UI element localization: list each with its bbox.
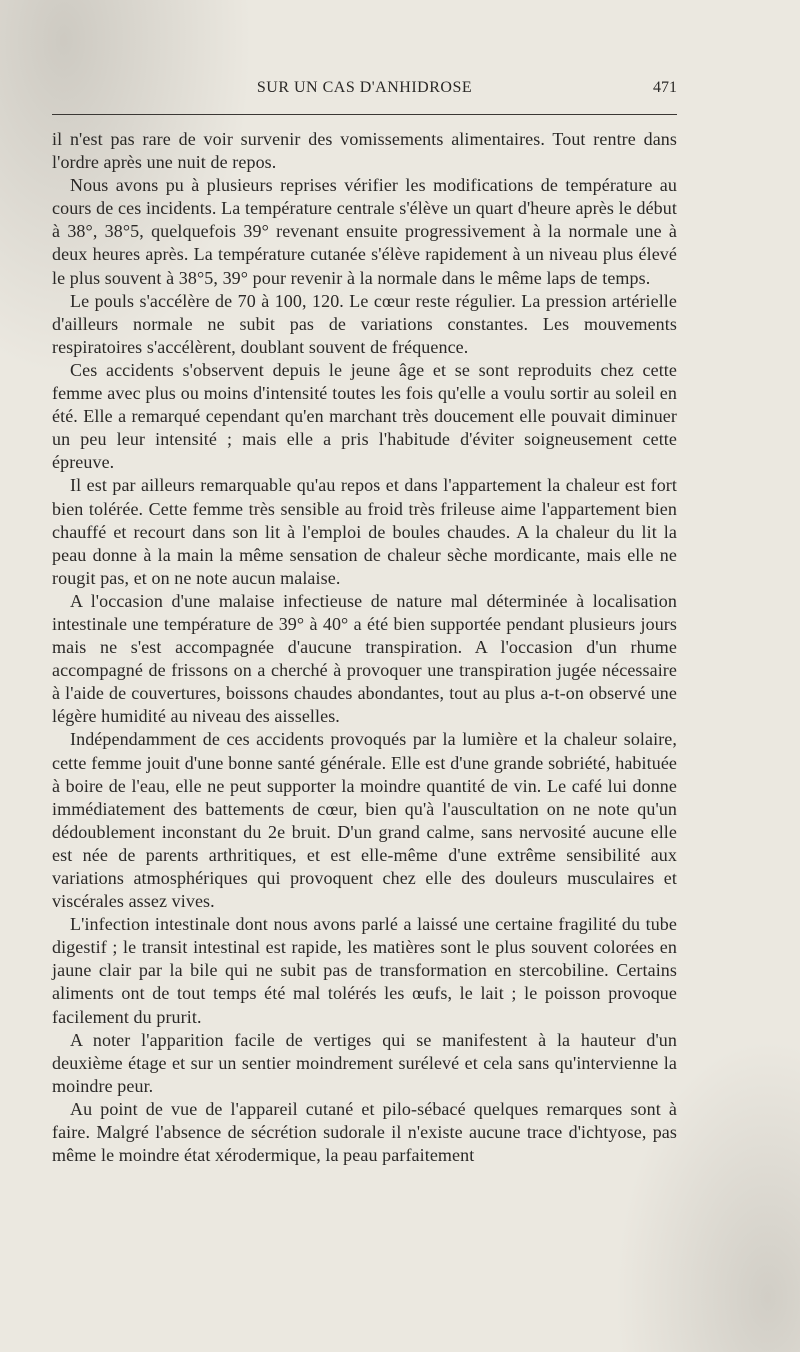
paragraph: Nous avons pu à plusieurs reprises vérifier les modifications de température au cours de ces incidents. La température centrale s'élève un quart d'heure après le début à 38°, 38°5, quelquefois 39° revenant ensuite progressivement à la normale une à deux heures après. La température cutanée s'élève rapidement à un niveau plus élevé le plus souvent à 38°5, 39° pour revenir à la normale dans le même laps de temps. bbox=[52, 175, 677, 288]
running-title: SUR UN CAS D'ANHIDROSE bbox=[256, 79, 473, 96]
page-header bbox=[52, 76, 677, 102]
paragraph: Ces accidents s'observent depuis le jeune âge et se sont reproduits chez cette femme avec plus ou moins d'intensité toutes les fois qu'elle a voulu sortir au soleil en été. Elle a remarqué cependant qu'en marchant très doucement elle pouvait diminuer un peu leur intensité ; mais elle a pris l'habitude d'éviter soigneusement cette épreuve. bbox=[52, 359, 677, 473]
page-number: 471 bbox=[653, 79, 677, 96]
paragraph: Le pouls s'accélère de 70 à 100, 120. Le cœur reste régulier. La pression artérielle d'ailleurs normale ne subit pas de variations constantes. Les mouvements respiratoires s'accélèrent, doublant souvent de fréquence. bbox=[52, 290, 677, 357]
paragraph: Au point de vue de l'appareil cutané et pilo-sébacé quelques remarques sont à faire. Malgré l'absence de sécrétion sudorale il n'existe aucune trace d'ichtyose, pas même le moindre état xérodermique, la peau parfaitement bbox=[52, 1098, 677, 1166]
paragraph: Indépendamment de ces accidents provoqués par la lumière et la chaleur solaire, cette femme jouit d'une bonne santé générale. Elle est d'une grande sobriété, habituée à boire de l'eau, elle ne peut supporter la moindre quantité de vin. Le café lui donne immédiatement des battements de cœur, bien qu'à l'auscultation on ne note qu'un dédoublement inconstant du 2e bruit. D'un grand calme, sans nervosité aucune elle est née de parents arthritiques, et est elle-même d'une extrême sensibilité aux variations atmosphériques qui provoquent chez elle des douleurs musculaires et viscérales assez vives. bbox=[52, 729, 677, 912]
paragraph: L'infection intestinale dont nous avons parlé a laissé une certaine fragilité du tube digestif ; le transit intestinal est rapide, les matières sont le plus souvent colorées en jaune clair par la bile qui ne subit pas de transformation en stercobiline. Certains aliments ont de tout temps été mal tolérés les œufs, le lait ; le poisson provoque facilement du prurit. bbox=[52, 914, 677, 1027]
paragraph: il n'est pas rare de voir survenir des vomissements alimentaires. Tout rentre dans l'ordre après une nuit de repos. bbox=[52, 129, 677, 173]
paragraph: Il est par ailleurs remarquable qu'au repos et dans l'appartement la chaleur est fort bien tolérée. Cette femme très sensible au froid très frileuse aime l'appartement bien chauffé et recourt dans son lit à l'emploi de boules chaudes. A la chaleur du lit la peau donne à la main la même sensation de chaleur sèche mordicante, mais elle ne rougit pas, et on ne note aucun malaise. bbox=[52, 475, 677, 588]
body-text bbox=[52, 128, 677, 1167]
paragraph: A noter l'apparition facile de vertiges qui se manifestent à la hauteur d'un deuxième étage et sur un sentier moindrement surélevé et cela sans qu'intervienne la moindre peur. bbox=[52, 1029, 677, 1096]
paragraph: A l'occasion d'une malaise infectieuse de nature mal déterminée à localisation intestinale une température de 39° à 40° a été bien supportée pendant plusieurs jours mais ne s'est accompagnée d'aucune transpiration. A l'occasion d'un rhume accompagné de frissons on a cherché à provoquer une transpiration jugée nécessaire à l'aide de couvertures, boissons chaudes abondantes, tout au plus a-t-on observé une légère humidité au niveau des aisselles. bbox=[52, 590, 677, 727]
header-rule bbox=[52, 114, 677, 115]
